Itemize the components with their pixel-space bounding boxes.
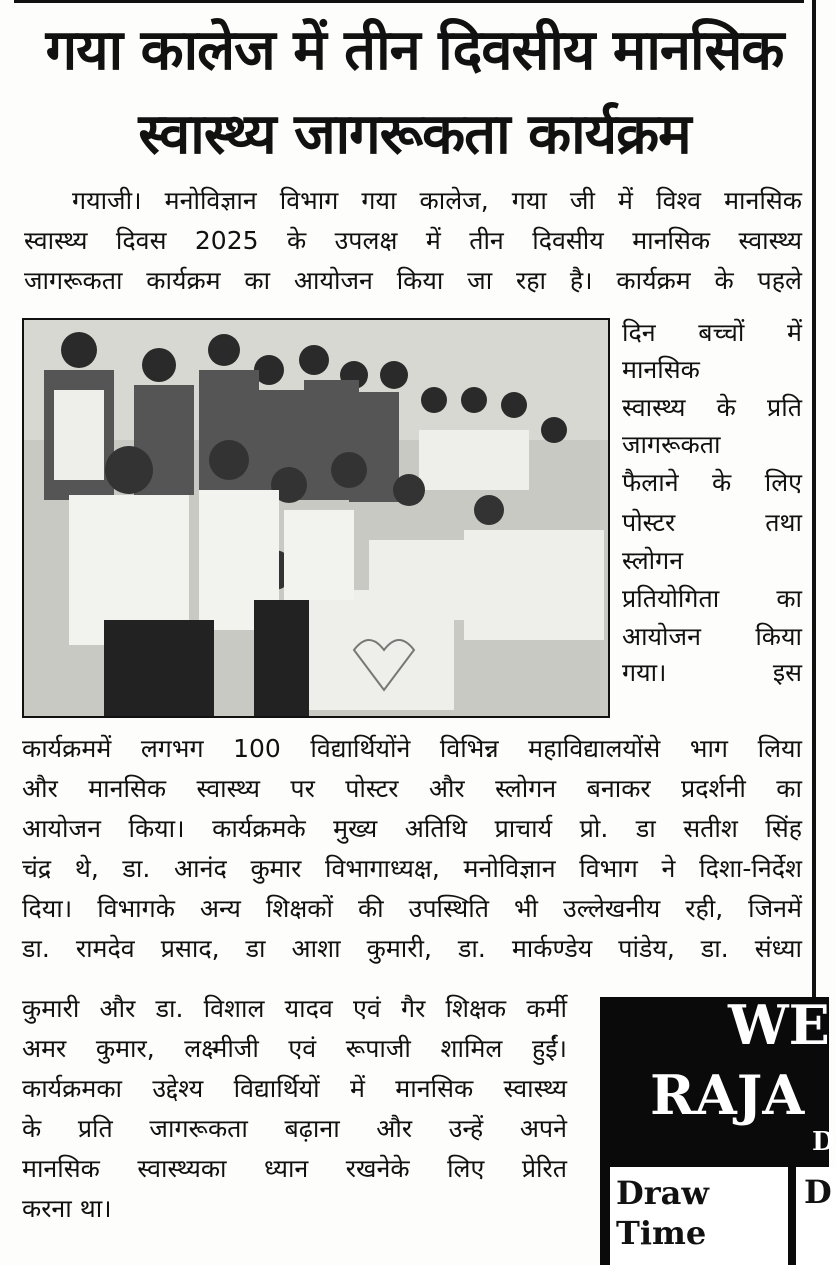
ad-heading-2: RAJA <box>650 1063 805 1127</box>
body-line: कुमारी और डा. विशाल यादव एवं गैर शिक्षक कर्मी <box>22 994 567 1023</box>
body-line: अमर कुमार, लक्ष्मीजी एवं रूपाजी शामिल हुईं। <box>22 1034 567 1063</box>
body-line: मानसिक <box>622 355 700 384</box>
body-line: डा. रामदेव प्रसाद, डा आशा कुमारी, डा. मार्कण्डेय पांडेय, डा. संध्या <box>22 934 802 963</box>
headline-line-2: स्वास्थ्य जागरूकता कार्यक्रम <box>138 102 691 167</box>
body-line: स्वास्थ्य के प्रति <box>622 393 802 422</box>
body-line: मानसिक स्वास्थ्यका ध्यान रखनेके लिए प्रेरित <box>22 1154 567 1183</box>
body-line: दिया। विभागके अन्य शिक्षकों की उपस्थिति भी उल्लेखनीय रही, जिनमें <box>22 894 802 923</box>
body-line: चंद्र थे, डा. आनंद कुमार विभागाध्यक्ष, मनोविज्ञान विभाग ने दिशा-निर्देश <box>22 854 803 883</box>
ad-heading-1: WE <box>728 993 830 1057</box>
body-line: जागरूकता कार्यक्रम का आयोजन किया जा रहा है। कार्यक्रम के पहले <box>24 266 802 295</box>
ad-column-label: D <box>804 1173 832 1211</box>
body-line: गयाजी। मनोविज्ञान विभाग गया कालेज, गया जी में विश्व मानसिक <box>72 186 802 215</box>
body-line: पोस्टर तथा <box>622 508 802 537</box>
body-line: गया। इस <box>622 658 802 687</box>
body-line: प्रतियोगिता का <box>622 584 802 613</box>
body-line: के प्रति जागरूकता बढ़ाना और उन्हें अपने <box>22 1114 567 1143</box>
body-line: दिन बच्चों में <box>622 318 802 347</box>
body-line: स्लोगन <box>622 546 684 575</box>
ad-subheading: D <box>812 1127 835 1157</box>
body-line: करना था। <box>22 1194 112 1223</box>
body-line: आयोजन किया <box>622 622 802 651</box>
ad-draw-time-label: Draw Time <box>616 1174 709 1252</box>
body-line: कार्यक्रममें लगभग 100 विद्यार्थियोंने विभिन्न महाविद्यालयोंसे भाग लिया <box>22 734 802 763</box>
body-line: स्वास्थ्य दिवस 2025 के उपलक्ष में तीन दिवसीय मानसिक स्वास्थ्य <box>24 226 802 255</box>
advertisement <box>600 993 835 1265</box>
headline-line-1: गया कालेज में तीन दिवसीय मानसिक <box>45 18 784 83</box>
event-photo <box>22 318 610 718</box>
body-line: जागरूकता <box>622 430 721 459</box>
body-line: कार्यक्रमका उद्देश्य विद्यार्थियों में मानसिक स्वास्थ्य <box>22 1074 567 1103</box>
body-line: और मानसिक स्वास्थ्य पर पोस्टर और स्लोगन बनाकर प्रदर्शनी का <box>22 774 802 803</box>
top-rule <box>14 0 804 3</box>
body-line: फैलाने के लिए <box>622 468 802 497</box>
body-line: आयोजन किया। कार्यक्रमके मुख्य अतिथि प्राचार्य प्रो. डा सतीश सिंह <box>22 814 802 843</box>
